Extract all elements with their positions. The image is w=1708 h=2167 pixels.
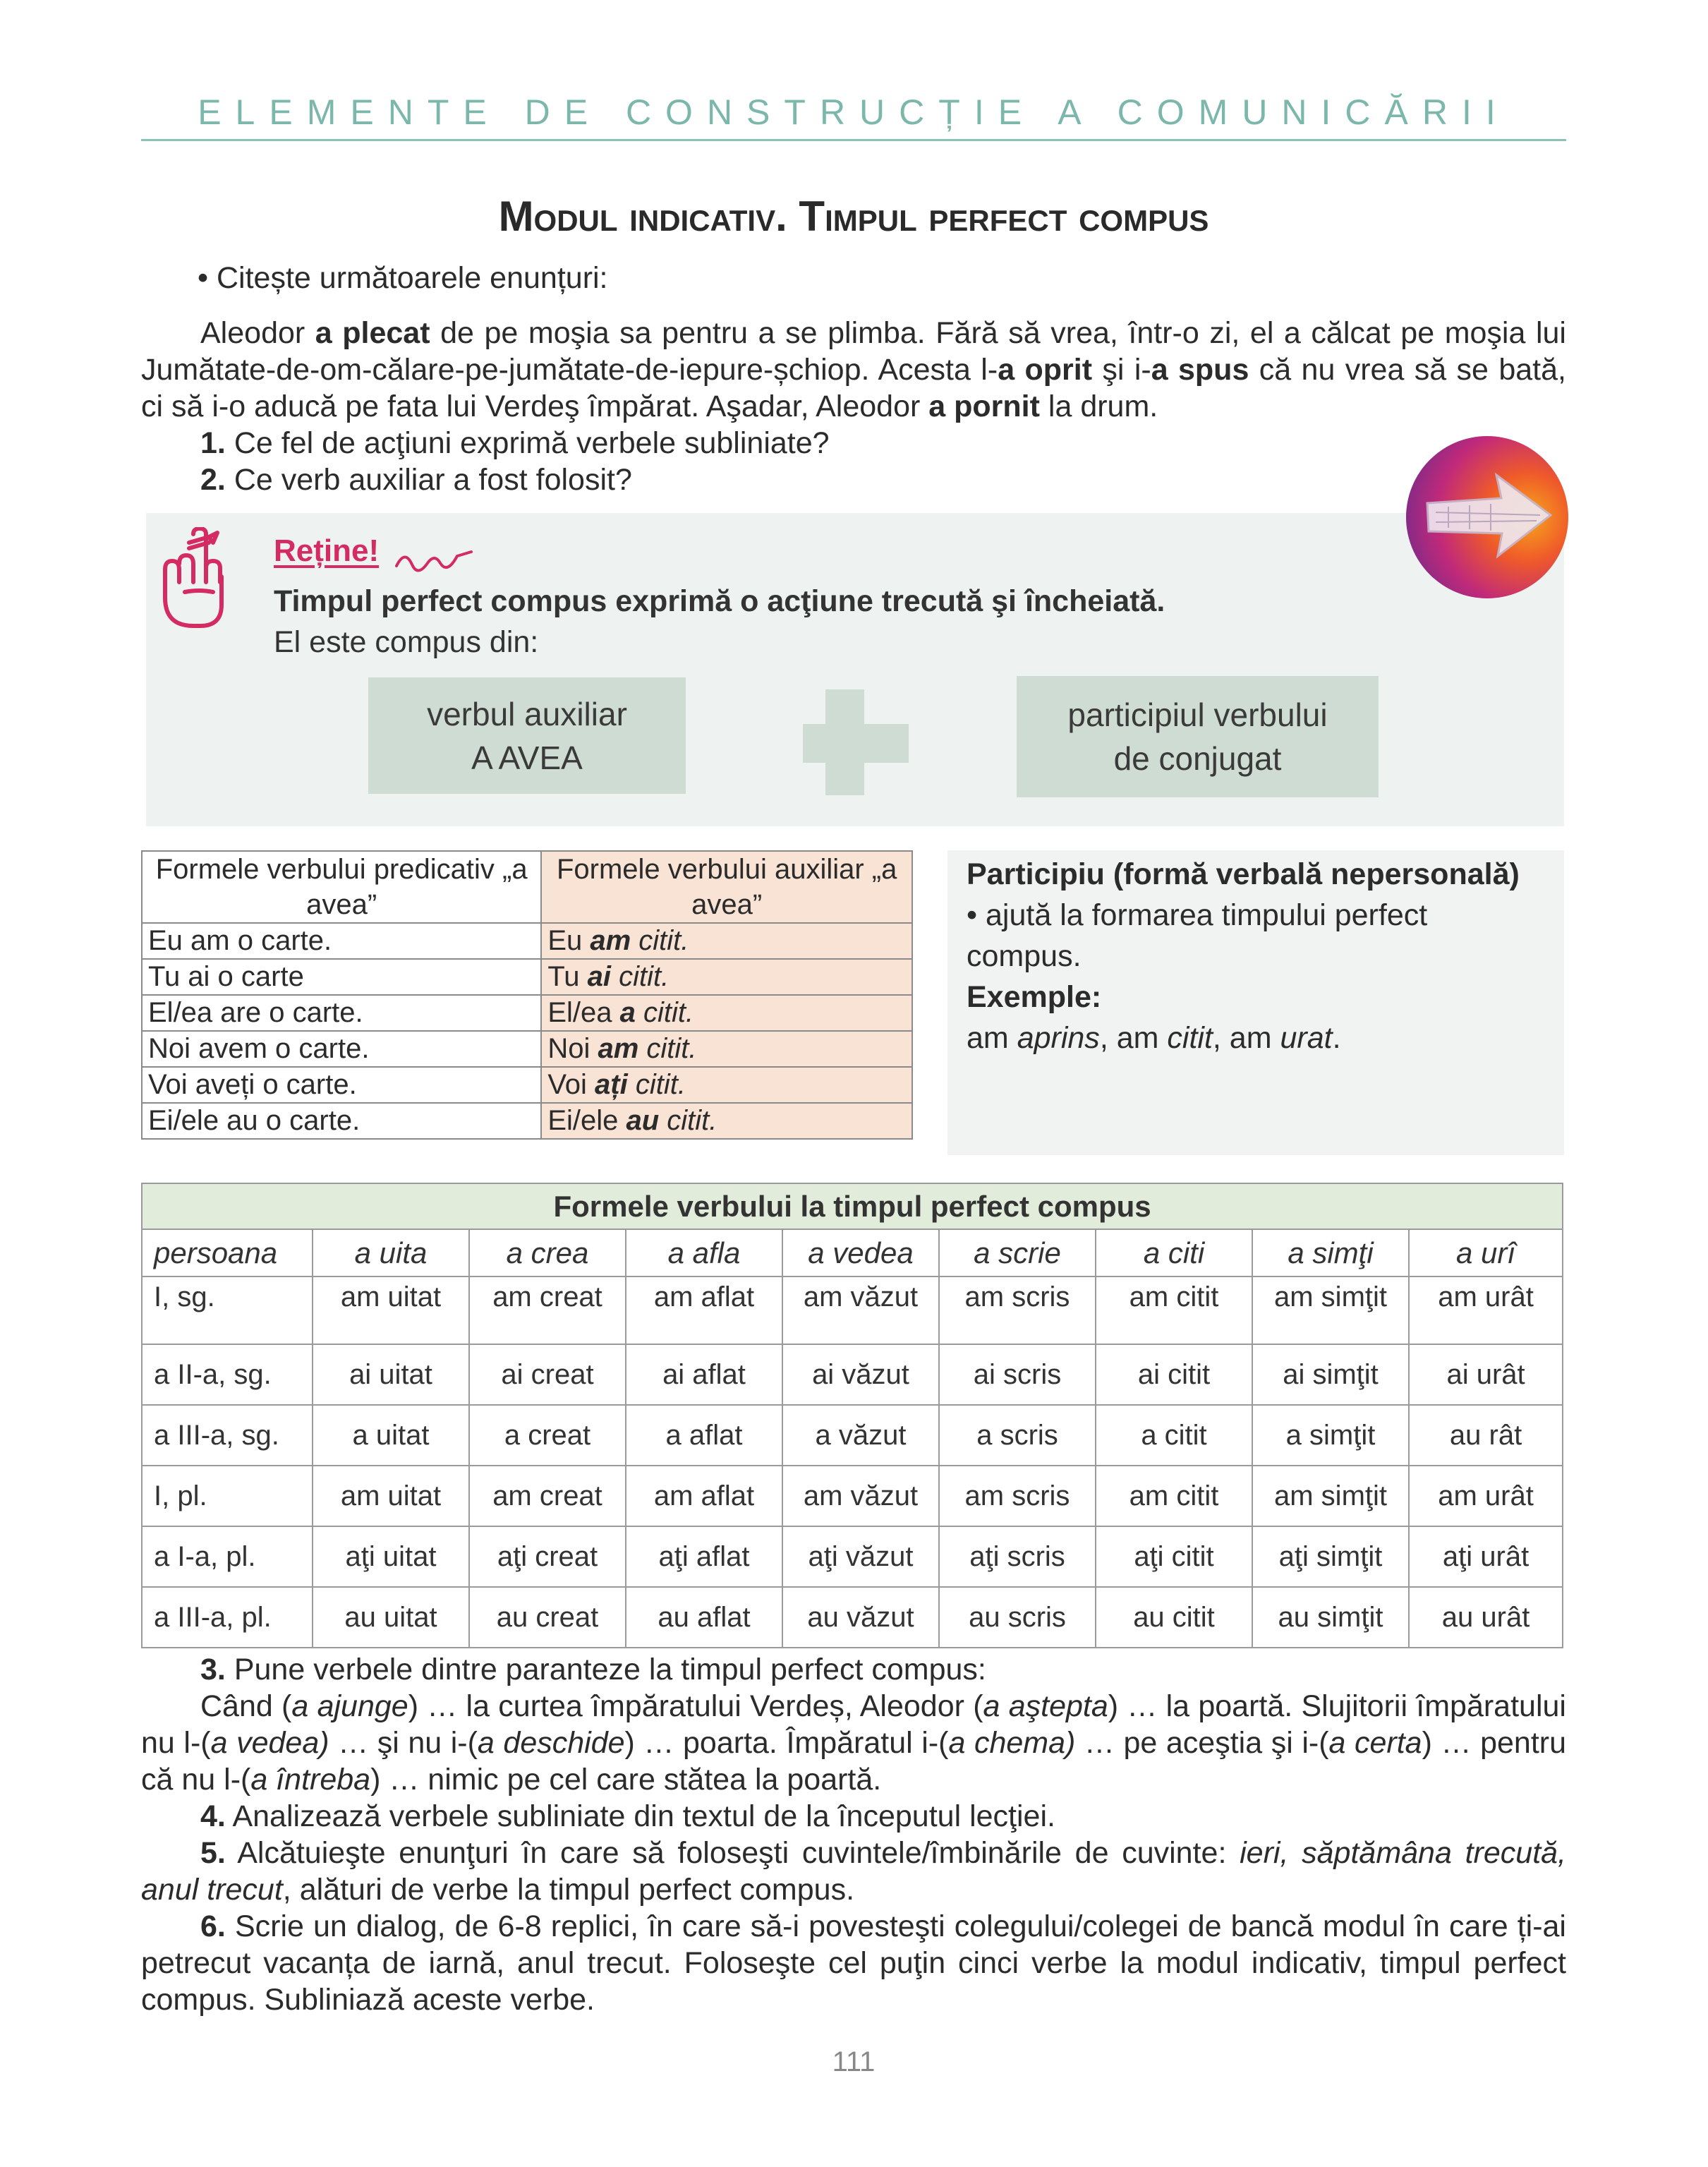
examples-line: am aprins, am citit, am urat. [967, 1021, 1341, 1055]
chapter-header: ELEMENTE DE CONSTRUCȚIE A COMUNICĂRII [198, 92, 1510, 132]
lesson-title: Modul indicativ. Timpul perfect compus [498, 193, 1209, 240]
retine-definition: Timpul perfect compus exprimă o acţiune trecută şi încheiată. [274, 584, 1165, 618]
participle-box: participiul verbului de conjugat [1017, 676, 1379, 797]
table-row: I, pl. am uitat am creat am aflat am văzut am scris am citit am simţit am urât [142, 1466, 1563, 1526]
examples-label: Exemple: [967, 980, 1102, 1014]
page-number: 111 [832, 2046, 876, 2077]
table-caption: Formele verbului la timpul perfect compus [142, 1183, 1563, 1229]
instruction-bullet: • Citește următoarele enunțuri: [198, 261, 608, 295]
avea-forms-table [141, 850, 913, 1140]
table-row: a III-a, pl. au uitat au creat au aflat au văzut au scris au citit au simţit au urât [142, 1587, 1563, 1648]
table-row: Voi aveți o carte. Voi ați citit. [142, 1067, 912, 1103]
question-2: 2. Ce verb auxiliar a fost folosit? [200, 463, 632, 497]
participle-line: compus. [967, 939, 1082, 973]
table-row: a II-a, sg. ai uitat ai creat ai aflat ai văzut ai scris ai citit ai simţit ai urât [142, 1344, 1563, 1405]
exercise-6: 6. Scrie un dialog, de 6-8 replici, în care să-i povesteşti colegului/colegei de bancă modul în care ți-ai petrecut vacanța de iarnă, anul trecut. Foloseşte cel puţin cinci verbe la modul indicativ, timpul perfect compus. Subliniază aceste verbe. [141, 1909, 1566, 2017]
table-row: I, sg. am uitat am creat am aflat am văzut am scris am citit am simţit am urât [142, 1276, 1563, 1344]
header-rule [141, 139, 1566, 141]
participle-title: Participiu (formă verbală nepersonală) [967, 857, 1520, 891]
exercise-3: 3. Pune verbele dintre paranteze la timpul perfect compus: [200, 1653, 986, 1686]
table-header-auxiliary: Formele verbului auxiliar „a avea” [541, 851, 912, 923]
table-header-predicative: Formele verbului predicativ „a avea” [142, 851, 541, 923]
table-row: Noi avem o carte. Noi am citit. [142, 1031, 912, 1067]
exercise-5: 5. Alcătuieşte enunţuri în care să foloseşti cuvintele/îmbinările de cuvinte: ieri, săptămâna trecută, anul trecut, alături de verbe la timpul perfect compus. [141, 1836, 1566, 1907]
verb-highlight: a spus [1151, 353, 1249, 387]
participle-line: • ajută la formarea timpului perfect [967, 898, 1428, 932]
table-row: El/ea are o carte. El/ea a citit. [142, 995, 912, 1031]
arrow-badge [1406, 436, 1568, 598]
retine-label: Reține! [274, 533, 380, 568]
retine-subtext: El este compus din: [274, 625, 539, 659]
story-paragraph: Aleodor a plecat de pe moşia sa pentru a se plimba. Fără să vrea, într-o zi, el a călcat pe moşia lui Jumătate-de-om-călare-pe-jumătate-de-iepure-șchiop. Acesta l-a oprit şi i-a spus că nu vrea să se bată, ci să i-o aducă pe fata lui Verdeş împărat. Aşadar, Aleodor a pornit la drum. [141, 316, 1566, 423]
exercise-3-text: Când (a ajunge) … la curtea împăratului Verdeș, Aleodor (a aştepta) … la poartă. Slujitorii împăratului nu l-(a vedea) … şi nu i-(a deschide) … poarta. Împăratul i-(a chema) … pe aceştia şi i-(a certa) … pentru că nu l-(a întreba) … nimic pe cel care stătea la poartă. [141, 1689, 1566, 1797]
perfect-compus-table [141, 1183, 1563, 1648]
question-1: 1. Ce fel de acţiuni exprimă verbele subliniate? [200, 426, 830, 460]
verb-highlight: a plecat [315, 316, 430, 350]
plus-icon-bar [803, 724, 909, 763]
table-row: Eu am o carte. Eu am citit. [142, 923, 912, 959]
verb-highlight: a oprit [998, 353, 1093, 387]
hand-ribbon-icon [157, 527, 234, 636]
table-row: a III-a, sg. a uitat a creat a aflat a văzut a scris a citit a simţit au rât [142, 1405, 1563, 1466]
table-row: Tu ai o carte Tu ai citit. [142, 959, 912, 995]
arrow-right-icon [1406, 436, 1568, 598]
squiggle-decoration [394, 545, 478, 577]
table-row: a I-a, pl. aţi uitat aţi creat aţi aflat aţi văzut aţi scris aţi citit aţi simţit aţi urât [142, 1526, 1563, 1587]
table-row: Ei/ele au o carte. Ei/ele au citit. [142, 1103, 912, 1139]
verb-highlight: a pornit [928, 390, 1040, 423]
exercise-4: 4. Analizează verbele subliniate din textul de la începutul lecţiei. [200, 1799, 1055, 1833]
auxiliary-verb-box: verbul auxiliar A AVEA [368, 677, 686, 794]
table-header-row: persoana a uita a crea a afla a vedea a scrie a citi a simţi a urî [142, 1229, 1563, 1276]
